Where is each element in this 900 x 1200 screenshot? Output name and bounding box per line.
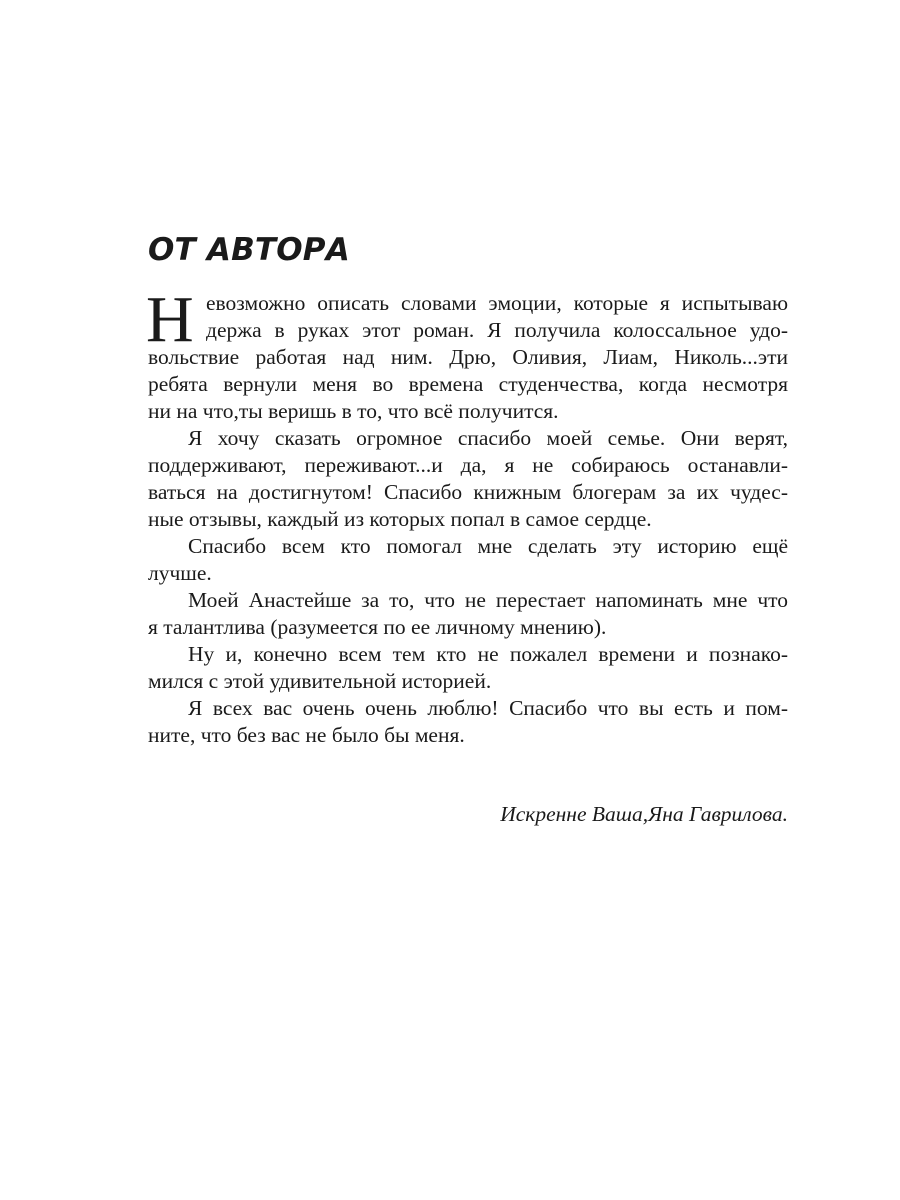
- text-line: ребята вернули меня во времена студенчества, когда несмотря: [148, 372, 788, 396]
- text-line: ные отзывы, каждый из которых попал в самое сердце.: [148, 507, 652, 531]
- drop-cap: Н: [146, 283, 194, 356]
- text-line: держа в руках этот роман. Я получила колоссальное удо-: [206, 318, 788, 342]
- text-line: поддерживают, переживают...и да, я не собираюсь останавли-: [148, 453, 788, 477]
- author-signature: Искренне Ваша,Яна Гаврилова.: [500, 802, 788, 826]
- text-line: вольствие работая над ним. Дрю, Оливия, Лиам, Николь...эти: [148, 345, 788, 369]
- text-line: мился с этой удивительной историей.: [148, 669, 492, 693]
- text-line: Я хочу сказать огромное спасибо моей семье. Они верят,: [188, 426, 788, 450]
- text-line: Ну и, конечно всем тем кто не пожалел времени и познако-: [188, 642, 788, 666]
- text-line: евозможно описать словами эмоции, которые я испытываю: [206, 291, 788, 315]
- text-line: я талантлива (разумеется по ее личному мнению).: [148, 615, 607, 639]
- text-line: ваться на достигнутом! Спасибо книжным блогерам за их чудес-: [148, 480, 788, 504]
- text-line: Спасибо всем кто помогал мне сделать эту историю ещё: [188, 534, 788, 558]
- text-line: ните, что без вас не было бы меня.: [148, 723, 465, 747]
- body-text: [146, 283, 788, 749]
- page-title: ОТ АВТОРА: [148, 232, 350, 268]
- text-line: ни на что,ты веришь в то, что всё получится.: [148, 399, 559, 423]
- text-line: Моей Анастейше за то, что не перестает напоминать мне что: [188, 588, 788, 612]
- text-line: лучше.: [148, 561, 212, 585]
- text-line: Я всех вас очень очень люблю! Спасибо что вы есть и пом-: [188, 696, 788, 720]
